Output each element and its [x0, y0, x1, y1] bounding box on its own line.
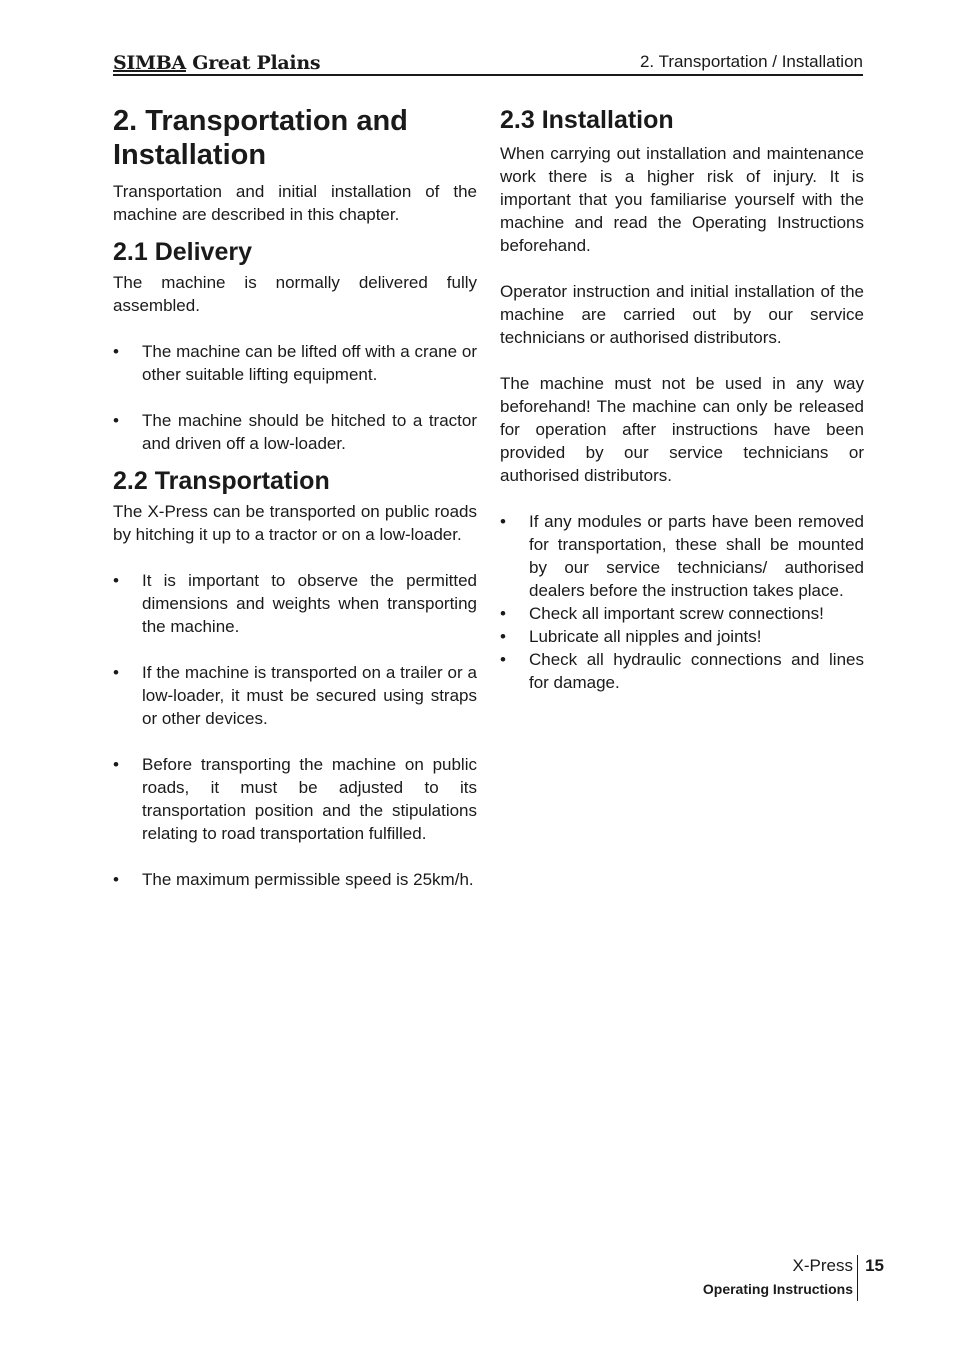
- list-item: • The machine should be hitched to a tractor and driven off a low-loader.: [113, 411, 477, 453]
- installation-paragraph: Operator instruction and initial installation of the machine are carried out by our service technicians or authorised distributors.: [500, 282, 864, 347]
- list-item: • If any modules or parts have been removed for transportation, these shall be mounted by our service technicians/ authorised dealers before the instruction takes place.: [500, 512, 864, 600]
- list-item: • The maximum permissible speed is 25km/h.: [113, 870, 474, 889]
- bullet-icon: •: [500, 627, 506, 646]
- page-header: [113, 48, 863, 76]
- installation-list: [500, 510, 864, 694]
- right-column: [500, 104, 864, 694]
- delivery-list: [113, 340, 477, 455]
- chapter-title: 2. Transportation and Installation: [113, 105, 408, 171]
- list-item: • Before transporting the machine on public roads, it must be adjusted to its transportation position and the stipulations relating to road transportation fulfilled.: [113, 755, 477, 843]
- installation-heading: 2.3 Installation: [500, 106, 674, 134]
- bullet-icon: •: [113, 342, 119, 361]
- bullet-icon: •: [500, 512, 506, 531]
- left-column: [113, 104, 477, 891]
- brand-simba: SIMBA: [113, 52, 186, 74]
- bullet-icon: •: [500, 604, 506, 623]
- list-item: • The machine can be lifted off with a crane or other suitable lifting equipment.: [113, 342, 477, 384]
- list-item: • Lubricate all nipples and joints!: [500, 627, 762, 646]
- transportation-text: The X-Press can be transported on public roads by hitching it up to a tractor or on a low-loader.: [113, 502, 477, 544]
- bullet-icon: •: [500, 650, 506, 669]
- list-item: • Check all important screw connections!: [500, 604, 824, 623]
- bullet-icon: •: [113, 663, 119, 682]
- brand-logo: [113, 52, 320, 74]
- transportation-heading: 2.2 Transportation: [113, 467, 330, 495]
- bullet-icon: •: [113, 870, 119, 889]
- bullet-icon: •: [113, 411, 119, 430]
- footer-doc-subtitle: Operating Instructions: [702, 1281, 853, 1297]
- delivery-heading: 2.1 Delivery: [113, 238, 252, 266]
- bullet-icon: •: [113, 755, 119, 774]
- installation-paragraph: When carrying out installation and maintenance work there is a higher risk of injury. It is important that you familiarise yourself with the machine and read the Operating Instructions beforehand.: [500, 144, 864, 255]
- list-item: • If the machine is transported on a trailer or a low-loader, it must be secured using straps or other devices.: [113, 663, 477, 728]
- installation-paragraph: The machine must not be used in any way beforehand! The machine can only be released for operation after instructions have been provided by our service technicians or authorised distributors.: [500, 374, 864, 485]
- bullet-icon: •: [113, 571, 119, 590]
- brand-great-plains: Great Plains: [185, 52, 321, 74]
- header-section-title: 2. Transportation / Installation: [639, 52, 863, 71]
- footer-document: [553, 1255, 858, 1301]
- transportation-list: [113, 569, 477, 891]
- footer-doc-name: X-Press: [792, 1256, 853, 1275]
- chapter-intro: Transportation and initial installation of the machine are described in this chapter.: [113, 182, 477, 224]
- page-number: 15: [865, 1256, 884, 1275]
- list-item: • It is important to observe the permitted dimensions and weights when transporting the machine.: [113, 571, 477, 636]
- list-item: • Check all hydraulic connections and lines for damage.: [500, 650, 864, 692]
- delivery-text: The machine is normally delivered fully assembled.: [113, 273, 477, 315]
